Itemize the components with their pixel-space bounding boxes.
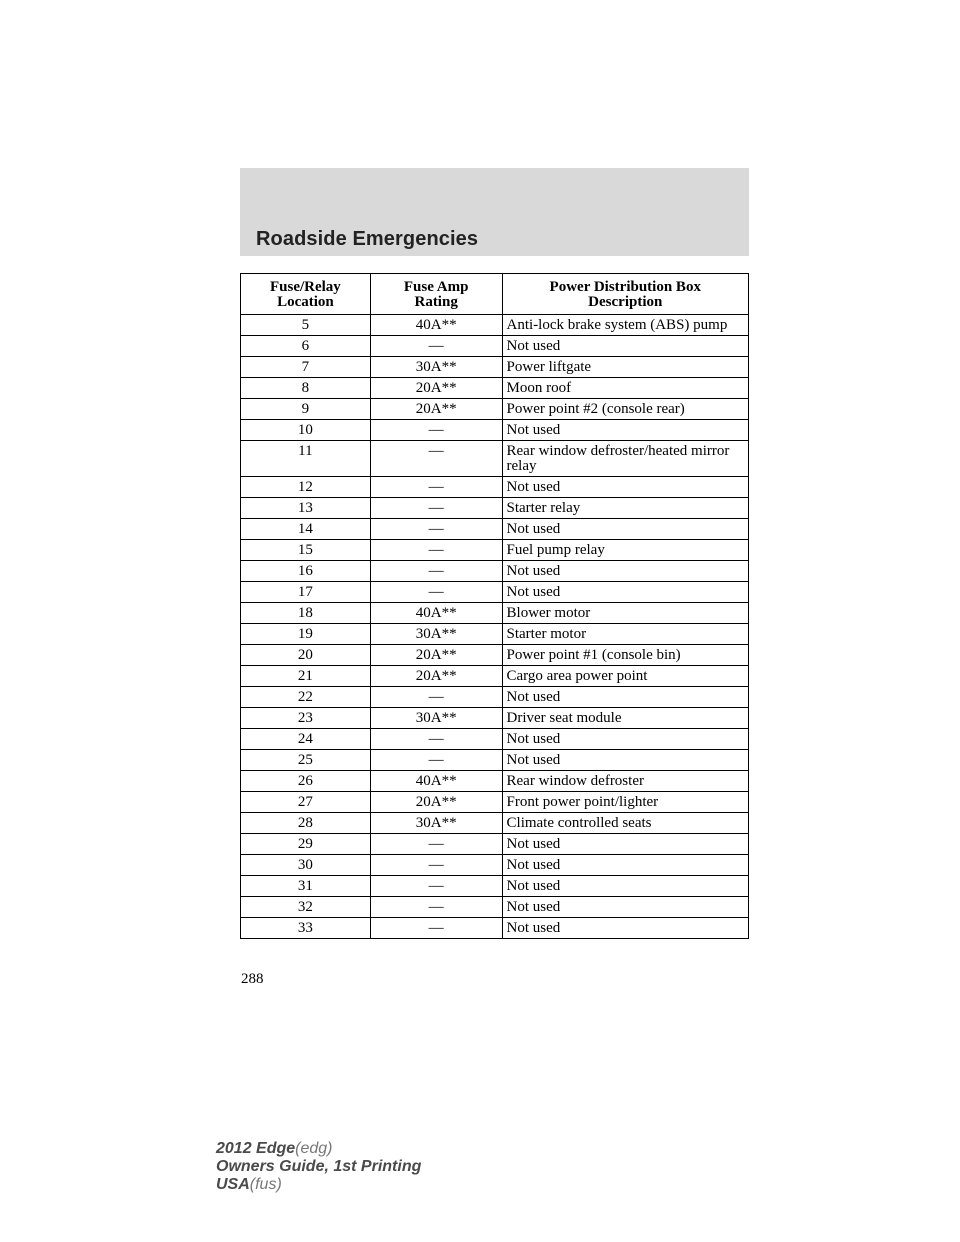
fuse-amp-cell: —	[370, 441, 502, 477]
header-line: Power Distribution Box	[549, 279, 701, 295]
fuse-amp-cell: 20A**	[370, 399, 502, 420]
fuse-table	[240, 273, 749, 939]
fuse-description-cell: Not used	[502, 582, 748, 603]
fuse-amp-cell: 20A**	[370, 645, 502, 666]
fuse-description-cell: Not used	[502, 918, 748, 939]
table-row	[241, 813, 749, 834]
fuse-location-cell: 18	[241, 603, 371, 624]
fuse-amp-cell: 40A**	[370, 315, 502, 336]
fuse-description-cell: Power point #1 (console bin)	[502, 645, 748, 666]
header-line: Rating	[414, 294, 458, 310]
fuse-location-cell: 17	[241, 582, 371, 603]
fuse-description-cell: Rear window defroster/heated mirror relay	[502, 441, 748, 477]
fuse-description-cell: Not used	[502, 336, 748, 357]
header-line: Location	[277, 294, 334, 310]
fuse-location-cell: 24	[241, 729, 371, 750]
fuse-amp-cell: 20A**	[370, 666, 502, 687]
fuse-amp-cell: —	[370, 336, 502, 357]
header-line: Description	[588, 294, 663, 310]
footer-edition: Owners Guide, 1st Printing	[216, 1158, 422, 1175]
footer-line-1	[216, 1140, 421, 1158]
table-body	[241, 315, 749, 939]
table-row	[241, 540, 749, 561]
fuse-amp-cell: —	[370, 897, 502, 918]
fuse-location-cell: 16	[241, 561, 371, 582]
table-row	[241, 897, 749, 918]
table-row	[241, 771, 749, 792]
table-row	[241, 687, 749, 708]
fuse-description-cell: Power point #2 (console rear)	[502, 399, 748, 420]
column-header-location	[241, 274, 371, 315]
fuse-description-cell: Not used	[502, 519, 748, 540]
header-line: Fuse Amp	[403, 279, 469, 295]
fuse-description-cell: Not used	[502, 420, 748, 441]
fuse-amp-cell: 40A**	[370, 771, 502, 792]
fuse-location-cell: 12	[241, 477, 371, 498]
table-row	[241, 876, 749, 897]
fuse-amp-cell: —	[370, 750, 502, 771]
fuse-location-cell: 7	[241, 357, 371, 378]
table-row	[241, 708, 749, 729]
fuse-amp-cell: 20A**	[370, 792, 502, 813]
fuse-amp-cell: 30A**	[370, 813, 502, 834]
table-row	[241, 477, 749, 498]
fuse-description-cell: Starter relay	[502, 498, 748, 519]
fuse-description-cell: Fuel pump relay	[502, 540, 748, 561]
fuse-description-cell: Not used	[502, 750, 748, 771]
fuse-amp-cell: —	[370, 876, 502, 897]
fuse-description-cell: Not used	[502, 729, 748, 750]
fuse-description-cell: Not used	[502, 561, 748, 582]
fuse-amp-cell: 30A**	[370, 624, 502, 645]
fuse-location-cell: 8	[241, 378, 371, 399]
footer-model: 2012 Edge	[216, 1140, 296, 1157]
fuse-description-cell: Not used	[502, 687, 748, 708]
fuse-amp-cell: 20A**	[370, 378, 502, 399]
table-row	[241, 603, 749, 624]
fuse-amp-cell: —	[370, 729, 502, 750]
column-header-amp	[370, 274, 502, 315]
fuse-location-cell: 29	[241, 834, 371, 855]
fuse-amp-cell: 30A**	[370, 357, 502, 378]
table-row	[241, 399, 749, 420]
page-number: 288	[241, 971, 264, 987]
table-header-row	[241, 274, 749, 315]
table-row	[241, 582, 749, 603]
section-title: Roadside Emergencies	[256, 228, 479, 250]
footer-market: USA	[216, 1176, 250, 1193]
fuse-location-cell: 27	[241, 792, 371, 813]
fuse-amp-cell: —	[370, 561, 502, 582]
fuse-location-cell: 28	[241, 813, 371, 834]
fuse-amp-cell: —	[370, 498, 502, 519]
fuse-amp-cell: 40A**	[370, 603, 502, 624]
footer-model-code: (edg)	[295, 1140, 333, 1157]
fuse-amp-cell: —	[370, 582, 502, 603]
fuse-description-cell: Driver seat module	[502, 708, 748, 729]
table-row	[241, 315, 749, 336]
table-row	[241, 666, 749, 687]
footer-line-2	[216, 1158, 421, 1176]
fuse-description-cell: Not used	[502, 855, 748, 876]
fuse-amp-cell: —	[370, 855, 502, 876]
column-header-description	[502, 274, 748, 315]
table-row	[241, 378, 749, 399]
fuse-description-cell: Not used	[502, 834, 748, 855]
fuse-description-cell: Climate controlled seats	[502, 813, 748, 834]
table-row	[241, 750, 749, 771]
fuse-amp-cell: —	[370, 834, 502, 855]
fuse-description-cell: Rear window defroster	[502, 771, 748, 792]
fuse-location-cell: 21	[241, 666, 371, 687]
table-row	[241, 624, 749, 645]
fuse-location-cell: 13	[241, 498, 371, 519]
fuse-description-cell: Not used	[502, 897, 748, 918]
fuse-amp-cell: —	[370, 918, 502, 939]
fuse-location-cell: 6	[241, 336, 371, 357]
fuse-location-cell: 32	[241, 897, 371, 918]
fuse-location-cell: 9	[241, 399, 371, 420]
fuse-amp-cell: —	[370, 420, 502, 441]
fuse-amp-cell: —	[370, 540, 502, 561]
print-footer	[216, 1140, 421, 1194]
fuse-location-cell: 11	[241, 441, 371, 477]
table-row	[241, 834, 749, 855]
fuse-location-cell: 19	[241, 624, 371, 645]
table-row	[241, 336, 749, 357]
fuse-description-cell: Power liftgate	[502, 357, 748, 378]
fuse-location-cell: 15	[241, 540, 371, 561]
header-line: Fuse/Relay	[269, 279, 341, 295]
fuse-description-cell: Anti-lock brake system (ABS) pump	[502, 315, 748, 336]
fuse-description-cell: Front power point/lighter	[502, 792, 748, 813]
table-row	[241, 792, 749, 813]
fuse-description-cell: Starter motor	[502, 624, 748, 645]
fuse-amp-cell: —	[370, 519, 502, 540]
footer-line-3	[216, 1176, 421, 1194]
fuse-description-cell: Blower motor	[502, 603, 748, 624]
fuse-location-cell: 23	[241, 708, 371, 729]
fuse-amp-cell: —	[370, 477, 502, 498]
table-row	[241, 498, 749, 519]
fuse-description-cell: Moon roof	[502, 378, 748, 399]
table-row	[241, 645, 749, 666]
fuse-location-cell: 25	[241, 750, 371, 771]
fuse-location-cell: 30	[241, 855, 371, 876]
table-row	[241, 561, 749, 582]
fuse-location-cell: 26	[241, 771, 371, 792]
fuse-location-cell: 31	[241, 876, 371, 897]
table-row	[241, 420, 749, 441]
fuse-description-cell: Not used	[502, 477, 748, 498]
table-row	[241, 918, 749, 939]
fuse-description-cell: Cargo area power point	[502, 666, 748, 687]
table-row	[241, 519, 749, 540]
fuse-amp-cell: 30A**	[370, 708, 502, 729]
table-row	[241, 855, 749, 876]
table-row	[241, 441, 749, 477]
footer-market-code: (fus)	[249, 1176, 282, 1193]
fuse-description-cell: Not used	[502, 876, 748, 897]
fuse-location-cell: 14	[241, 519, 371, 540]
table-row	[241, 729, 749, 750]
fuse-location-cell: 10	[241, 420, 371, 441]
fuse-location-cell: 33	[241, 918, 371, 939]
fuse-location-cell: 5	[241, 315, 371, 336]
fuse-location-cell: 22	[241, 687, 371, 708]
fuse-amp-cell: —	[370, 687, 502, 708]
fuse-location-cell: 20	[241, 645, 371, 666]
table-row	[241, 357, 749, 378]
